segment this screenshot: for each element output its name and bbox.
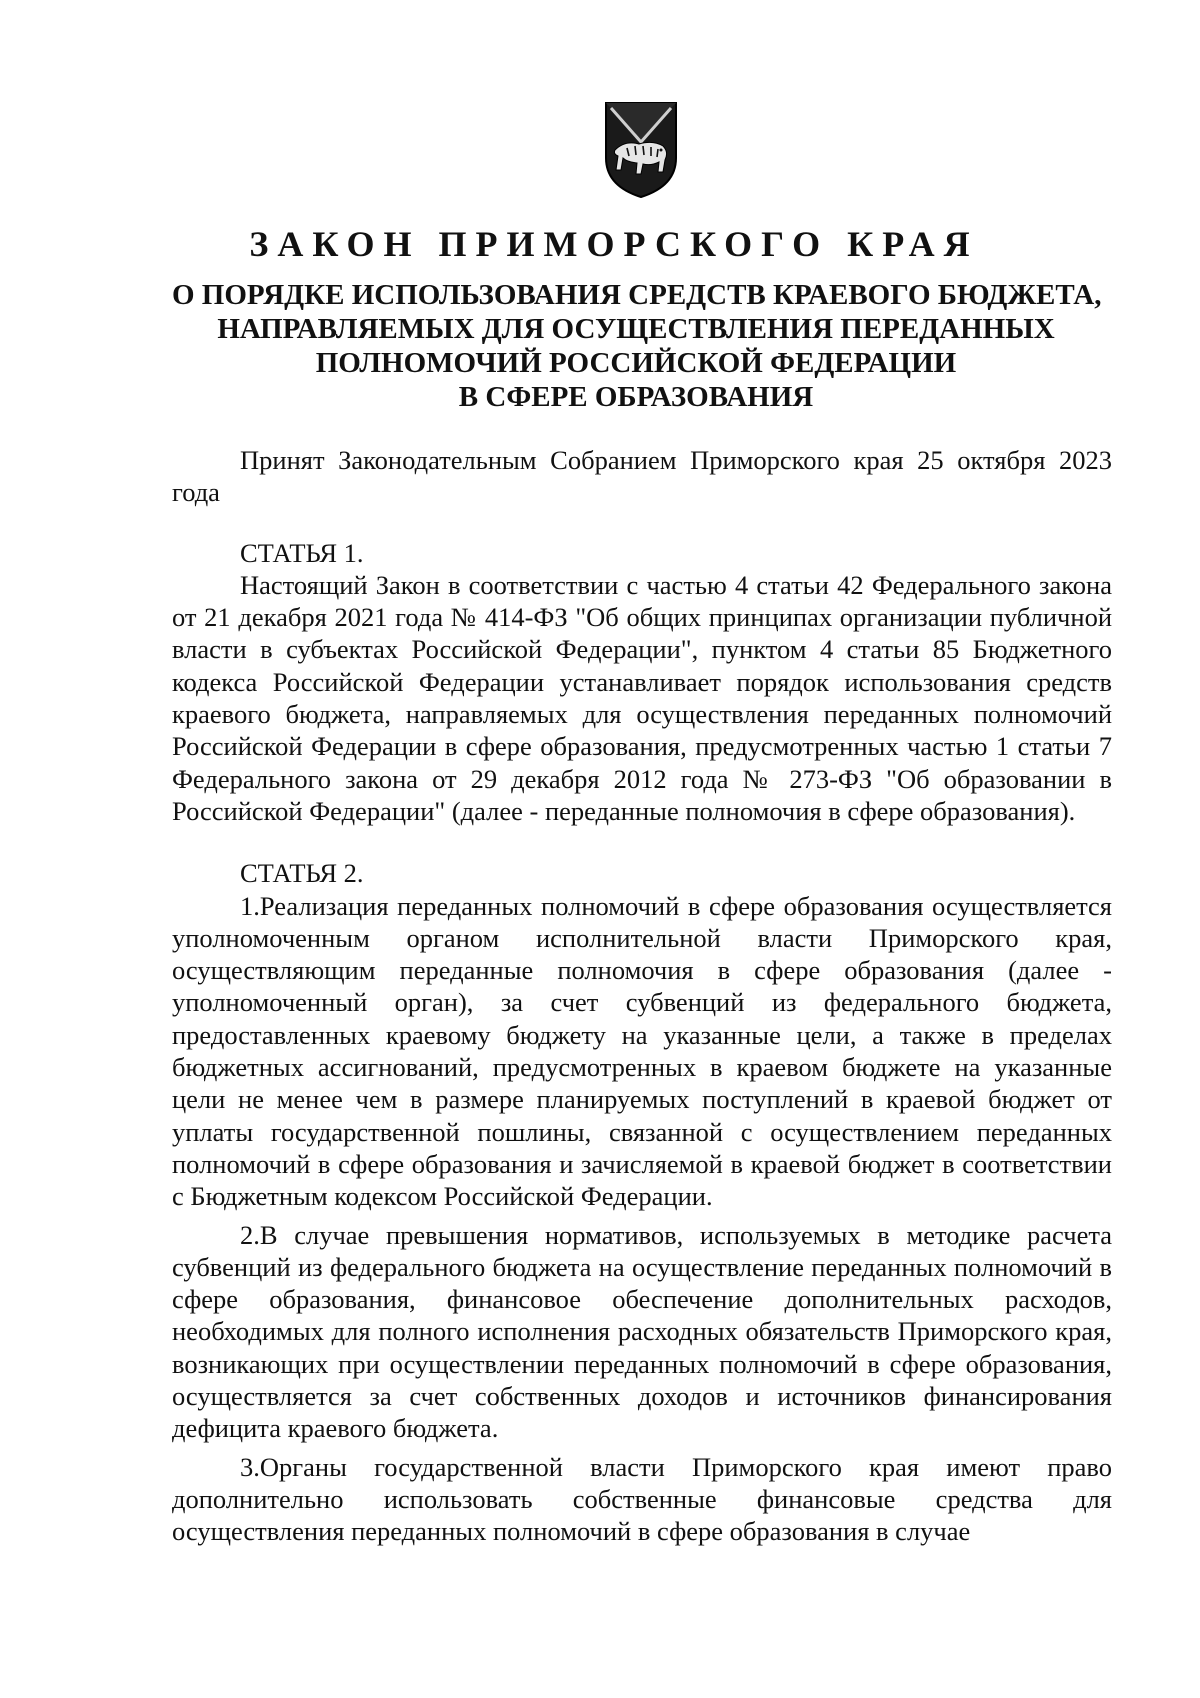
article-1-heading: СТАТЬЯ 1. — [240, 537, 364, 568]
article-2-heading: СТАТЬЯ 2. — [240, 858, 364, 889]
subtitle-line: ПОЛНОМОЧИЙ РОССИЙСКОЙ ФЕДЕРАЦИИ — [315, 347, 957, 379]
law-subtitle — [172, 278, 1100, 414]
adoption-note: Принят Законодательным Собранием Приморского края 25 октября 2023 года — [172, 445, 1112, 508]
article-2-paragraph-3: 3.Органы государственной власти Приморского края имеют право дополнительно использовать собственные финансовые средства для осуществления переданных полномочий в сфере образования в случае — [172, 1451, 1112, 1547]
subtitle-line: НАПРАВЛЯЕМЫХ ДЛЯ ОСУЩЕСТВЛЕНИЯ ПЕРЕДАННЫХ — [217, 313, 1055, 345]
subtitle-line: В СФЕРЕ ОБРАЗОВАНИЯ — [458, 381, 814, 413]
primorsky-krai-coat-of-arms-icon — [603, 100, 679, 200]
subtitle-line: О ПОРЯДКЕ ИСПОЛЬЗОВАНИЯ СРЕДСТВ КРАЕВОГО БЮДЖЕТА, — [172, 279, 1102, 311]
article-2-paragraph-2: 2.В случае превышения нормативов, используемых в методике расчета субвенций из федерального бюджета на осуществление переданных полномочий в сфере образования, финансовое обеспечение дополнительных расходов, необходимых для полного исполнения расходных обязательств Приморского края, возникающих при осуществлении переданных полномочий в сфере образования, осуществляется за счет собственных доходов и источников финансирования дефицита краевого бюджета. — [172, 1219, 1112, 1444]
law-title: ЗАКОН ПРИМОРСКОГО КРАЯ — [249, 224, 979, 264]
article-2-paragraph-1: 1.Реализация переданных полномочий в сфере образования осуществляется уполномоченным органом исполнительной власти Приморского края, осуществляющим переданные полномочия в сфере образования (далее - уполномоченный орган), за счет субвенций из федерального бюджета, предоставленных краевому бюджету на указанные цели, а также в пределах бюджетных ассигнований, предусмотренных в краевом бюджете на указанные цели не менее чем в размере планируемых поступлений в краевой бюджет от уплаты государственной пошлины, связанной с осуществлением переданных полномочий в сфере образования и зачисляемой в краевой бюджет в соответствии с Бюджетным кодексом Российской Федерации. — [172, 890, 1112, 1212]
law-body — [172, 444, 1112, 1548]
article-1-paragraph: Настоящий Закон в соответствии с частью 4 статьи 42 Федерального закона от 21 декабря 2021 года № 414-ФЗ "Об общих принципах организации публичной власти в субъектах Российской Федерации", пунктом 4 статьи 85 Бюджетного кодекса Российской Федерации устанавливает порядок использования средств краевого бюджета, направляемых для осуществления переданных полномочий Российской Федерации в сфере образования, предусмотренных частью 1 статьи 7 Федерального закона от 29 декабря 2012 года № 273-ФЗ "Об образовании в Российской Федерации" (далее - переданные полномочия в сфере образования). — [172, 569, 1112, 826]
